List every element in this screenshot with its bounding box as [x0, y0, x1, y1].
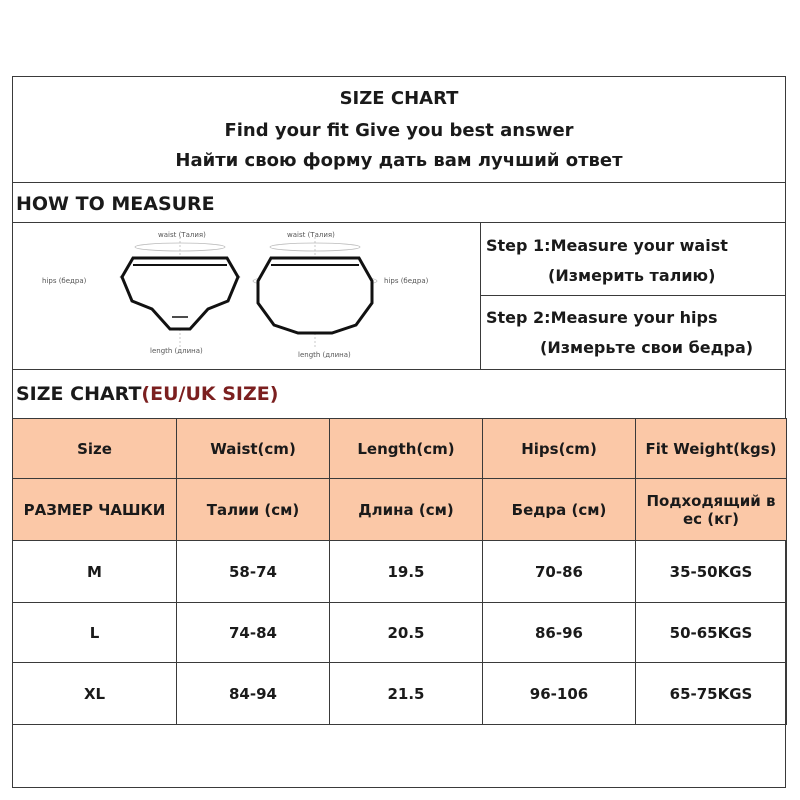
table-header-row-ru	[13, 479, 787, 541]
size-chart-heading-main: SIZE CHART	[16, 383, 142, 405]
table-header-cell: Size	[13, 419, 177, 479]
table-header-cell: Hips(cm)	[483, 419, 636, 479]
page-title: SIZE CHART	[339, 88, 459, 109]
divider	[12, 222, 786, 223]
size-chart-heading-accent: (EU/UK SIZE)	[141, 383, 279, 405]
divider	[12, 369, 786, 370]
table-header-cell: Длина (см)	[330, 479, 483, 541]
table-header-row	[13, 419, 787, 479]
table-cell: 74-84	[177, 603, 330, 663]
table-cell: XL	[13, 663, 177, 725]
table-row	[13, 541, 787, 603]
table-header-cell: Length(cm)	[330, 419, 483, 479]
table-cell: 70-86	[483, 541, 636, 603]
divider	[12, 182, 786, 183]
divider	[480, 295, 786, 296]
size-chart-heading	[16, 383, 278, 405]
table-header-cell: Fit Weight(kgs)	[636, 419, 787, 479]
table-header-cell: Бедра (см)	[483, 479, 636, 541]
table-header-cell: Талии (см)	[177, 479, 330, 541]
table-cell: 21.5	[330, 663, 483, 725]
length-label: length (длина)	[298, 351, 351, 359]
table-cell: 65-75KGS	[636, 663, 787, 725]
hips-label: hips (бедра)	[42, 277, 87, 285]
table-cell: L	[13, 603, 177, 663]
table-row	[13, 663, 787, 725]
table-cell: 58-74	[177, 541, 330, 603]
hips-label: hips (бедра)	[384, 277, 429, 285]
step-2-translation: (Измерьте свои бедра)	[540, 338, 754, 357]
size-table	[12, 418, 787, 725]
length-label: length (длина)	[150, 347, 203, 355]
subtitle-russian: Найти свою форму дать вам лучший ответ	[175, 150, 623, 171]
table-cell: 86-96	[483, 603, 636, 663]
table-header-cell: Подходящий в ес (кг)	[636, 479, 787, 541]
table-cell: 19.5	[330, 541, 483, 603]
table-cell: 84-94	[177, 663, 330, 725]
measure-diagram	[40, 225, 480, 367]
waist-label: waist (Талия)	[158, 231, 206, 239]
step-1-text: Step 1:Measure your waist	[486, 236, 728, 255]
table-header-cell: РАЗМЕР ЧАШКИ	[13, 479, 177, 541]
how-to-measure-heading: HOW TO MEASURE	[16, 193, 215, 215]
table-cell: 96-106	[483, 663, 636, 725]
table-row	[13, 603, 787, 663]
table-cell: 50-65KGS	[636, 603, 787, 663]
subtitle-english: Find your fit Give you best answer	[224, 120, 574, 141]
brief-front-illustration	[42, 231, 240, 355]
step-1-translation: (Измерить талию)	[548, 266, 716, 285]
step-2-text: Step 2:Measure your hips	[486, 308, 718, 327]
table-cell: M	[13, 541, 177, 603]
table-header-cell: Waist(cm)	[177, 419, 330, 479]
table-cell: 35-50KGS	[636, 541, 787, 603]
table-cell: 20.5	[330, 603, 483, 663]
brief-back-illustration	[253, 231, 429, 359]
title-block	[12, 76, 786, 182]
waist-label: waist (Талия)	[287, 231, 335, 239]
